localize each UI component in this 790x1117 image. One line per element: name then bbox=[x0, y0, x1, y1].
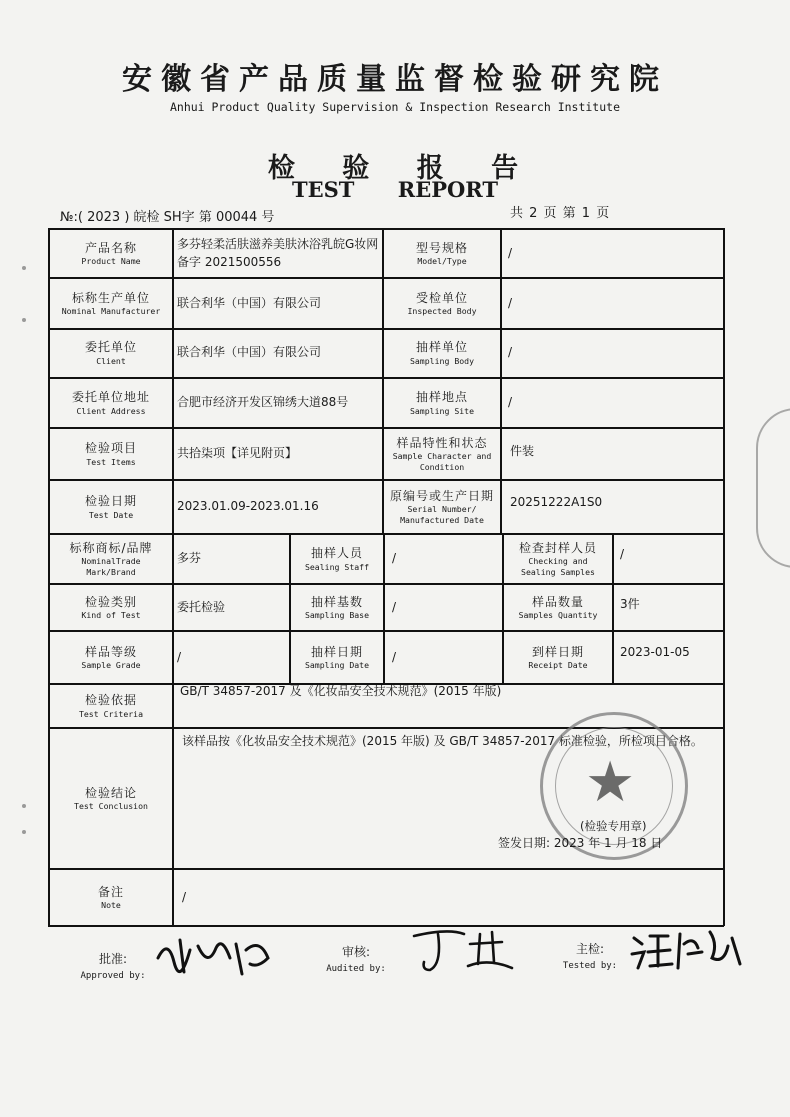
value-sampling-site: / bbox=[508, 395, 513, 410]
label-product-name: 产品名称 Product Name bbox=[81, 240, 141, 267]
label-sample-character: 样品特性和状态 Sample Character and Condition bbox=[392, 435, 492, 473]
label-sampling-body: 抽样单位 Sampling Body bbox=[409, 340, 475, 366]
auditor-signature bbox=[408, 924, 518, 976]
label-test-conclusion: 检验结论 Test Conclusion bbox=[74, 785, 148, 812]
approver-signature bbox=[150, 928, 280, 980]
binding-hole bbox=[22, 266, 26, 270]
page-count: 共 2 页 第 1 页 bbox=[510, 206, 610, 221]
value-client-address: 合肥市经济开发区锦绣大道88号 bbox=[177, 395, 349, 410]
audited-label: 审核: Audited by: bbox=[326, 945, 386, 975]
label-receipt-date: 到样日期 Receipt Date bbox=[528, 644, 588, 671]
value-sample-character: 件装 bbox=[510, 444, 535, 459]
report-number: №:( 2023 ) 皖检 SH字 第 00044 号 bbox=[60, 210, 275, 225]
binding-hole bbox=[22, 804, 26, 808]
label-trade-mark: 标称商标/品牌 NominalTrade Mark/Brand bbox=[69, 540, 153, 578]
value-trade-mark: 多芬 bbox=[177, 551, 202, 566]
value-kind-of-test: 委托检验 bbox=[177, 599, 226, 614]
value-inspected-body: / bbox=[508, 295, 513, 310]
value-test-conclusion: 该样品按《化妆品安全技术规范》(2015 年版) 及 GB/T 34857-2017 标准检验，所检项目合格。 bbox=[182, 734, 703, 748]
value-client: 联合利华（中国）有限公司 bbox=[177, 345, 322, 360]
label-serial-number: 原编号或生产日期 Serial Number/ Manufactured Date bbox=[389, 488, 494, 526]
label-test-items: 检验项目 Test Items bbox=[84, 441, 137, 467]
institute-name-en: Anhui Product Quality Supervision & Inspection Research Institute bbox=[169, 100, 621, 114]
label-client-address: 委托单位地址 Client Address bbox=[71, 390, 150, 416]
label-checking-sealing: 检查封样人员 Checking and Sealing Samples bbox=[518, 540, 597, 578]
value-sealing-staff: / bbox=[392, 551, 397, 566]
label-manufacturer: 标称生产单位 Nominal Manufacturer bbox=[61, 290, 161, 317]
star-icon: ★ bbox=[585, 750, 636, 815]
report-title-cn: 检 验 报 告 bbox=[267, 153, 523, 184]
value-checking-sealing: / bbox=[620, 547, 625, 562]
label-sampling-base: 抽样基数 Sampling Base bbox=[304, 594, 370, 621]
binding-hole bbox=[22, 830, 26, 834]
stamp-caption: (检验专用章) bbox=[580, 819, 647, 833]
label-sampling-site: 抽样地点 Sampling Site bbox=[409, 390, 475, 416]
value-sample-grade: / bbox=[177, 649, 182, 664]
value-sampling-base: / bbox=[392, 599, 397, 614]
label-sample-grade: 样品等级 Sample Grade bbox=[81, 644, 141, 671]
label-sampling-date: 抽样日期 Sampling Date bbox=[304, 644, 370, 671]
report-title-en: TEST REPORT bbox=[292, 177, 498, 202]
label-kind-of-test: 检验类别 Kind of Test bbox=[81, 594, 141, 621]
value-model: / bbox=[508, 245, 513, 260]
binding-hole bbox=[22, 318, 26, 322]
label-note: 备注 Note bbox=[97, 884, 124, 911]
value-sampling-date: / bbox=[392, 649, 397, 664]
value-sampling-body: / bbox=[508, 345, 513, 360]
institute-name-cn: 安徽省产品质量监督检验研究院 bbox=[122, 62, 668, 97]
value-test-criteria: GB/T 34857-2017 及《化妆品安全技术规范》(2015 年版) bbox=[180, 684, 502, 699]
value-manufacturer: 联合利华（中国）有限公司 bbox=[177, 295, 322, 310]
value-receipt-date: 2023-01-05 bbox=[620, 645, 690, 660]
label-inspected-body: 受检单位 Inspected Body bbox=[407, 290, 477, 317]
approved-label: 批准: Approved by: bbox=[80, 952, 146, 982]
label-test-criteria: 检验依据 Test Criteria bbox=[78, 693, 144, 719]
label-model: 型号规格 Model/Type bbox=[415, 240, 468, 267]
value-serial-number: 20251222A1S0 bbox=[510, 495, 603, 510]
label-test-date: 检验日期 Test Date bbox=[84, 494, 137, 520]
label-client: 委托单位 Client bbox=[84, 340, 137, 366]
tested-label: 主检: Tested by: bbox=[562, 942, 618, 972]
label-samples-quantity: 样品数量 Samples Quantity bbox=[518, 594, 598, 621]
value-samples-quantity: 3件 bbox=[620, 597, 640, 612]
value-test-items: 共拾柒项【详见附页】 bbox=[177, 446, 298, 461]
label-sealing-staff: 抽样人员 Sealing Staff bbox=[304, 546, 370, 572]
issue-date: 签发日期: 2023 年 1 月 18 日 bbox=[498, 836, 663, 850]
value-note: / bbox=[182, 889, 187, 904]
value-product-name: 多芬轻柔活肤滋养美肤沐浴乳皖G妆网备字 2021500556 bbox=[177, 237, 379, 269]
page-seal-edge bbox=[756, 408, 790, 568]
value-test-date: 2023.01.09-2023.01.16 bbox=[177, 499, 319, 514]
tester-signature bbox=[628, 924, 748, 972]
